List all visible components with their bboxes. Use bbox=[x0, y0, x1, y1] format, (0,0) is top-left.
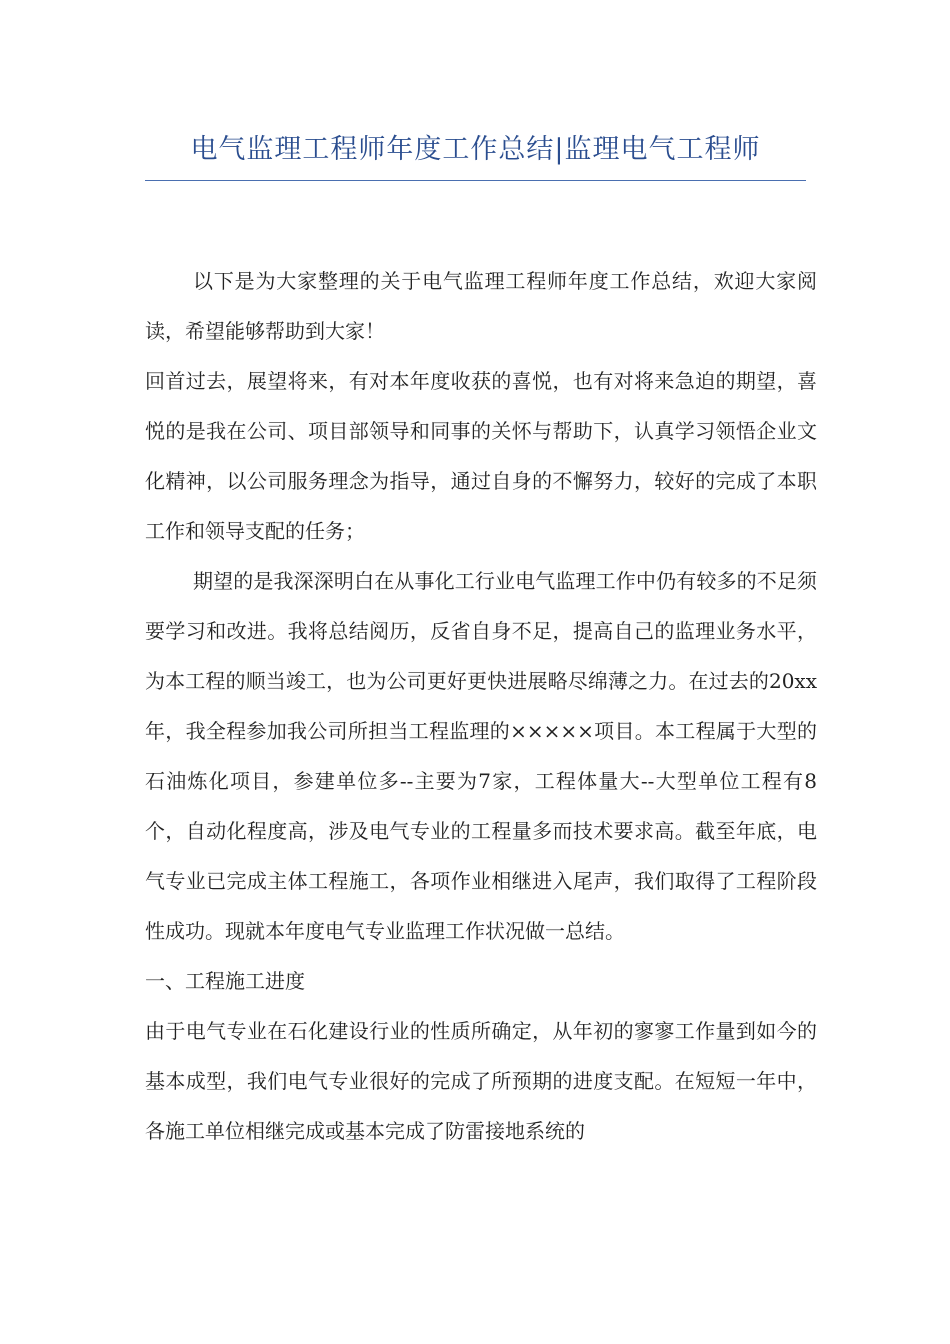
section-heading: 一、工程施工进度 bbox=[145, 969, 305, 993]
document-body bbox=[145, 256, 817, 1156]
paragraph-review: 回首过去，展望将来，有对本年度收获的喜悦，也有对将来急迫的期望，喜悦的是我在公司、项目部领导和同事的关怀与帮助下，认真学习领悟企业文化精神，以公司服务理念为指导，通过自身的不懈努力，较好的完成了本职工作和领导支配的任务； bbox=[145, 369, 817, 543]
document-title: 电气监理工程师年度工作总结|监理电气工程师 bbox=[190, 134, 761, 165]
paragraph-expectation: 期望的是我深深明白在从事化工行业电气监理工作中仍有较多的不足须要学习和改进。我将总结阅历，反省自身不足，提高自己的监理业务水平，为本工程的顺当竣工，也为公司更好更快进展略尽绵薄之力。在过去的20xx年，我全程参加我公司所担当工程监理的×××××项目。本工程属于大型的石油炼化项目，参建单位多--主要为7家，工程体量大--大型单位工程有8个，自动化程度高，涉及电气专业的工程量多而技术要求高。截至年底，电气专业已完成主体工程施工，各项作业相继进入尾声，我们取得了工程阶段性成功。现就本年度电气专业监理工作状况做一总结。 bbox=[145, 569, 817, 943]
paragraph-progress: 由于电气专业在石化建设行业的性质所确定，从年初的寥寥工作量到如今的基本成型，我们电气专业很好的完成了所预期的进度支配。在短短一年中，各施工单位相继完成或基本完成了防雷接地系统的 bbox=[145, 1019, 817, 1143]
paragraph-intro: 以下是为大家整理的关于电气监理工程师年度工作总结，欢迎大家阅读，希望能够帮助到大家！ bbox=[145, 269, 817, 343]
title-underline bbox=[145, 180, 806, 181]
